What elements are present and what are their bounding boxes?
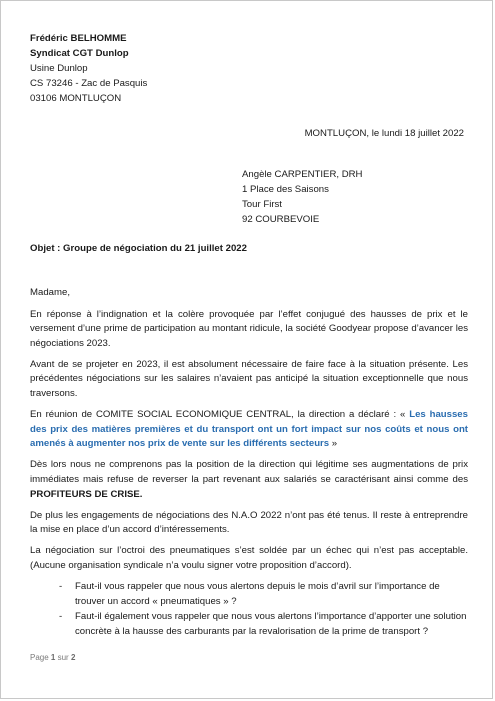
salutation: Madame, (30, 287, 70, 298)
recipient-block (242, 167, 363, 227)
page-word: Page (30, 653, 49, 662)
letter-date: MONTLUÇON, le lundi 18 juillet 2022 (304, 128, 464, 139)
sender-address: CS 73246 - Zac de Pasquis (30, 78, 148, 89)
paragraph-2: Avant de se projeter en 2023, il est absolument nécessaire de faire face à la situation présente. Les précédentes négociations sur les salaires n’avaient pas anticipé la situation exceptionnelle que nous traversons. (30, 358, 468, 400)
list-item (59, 610, 468, 639)
paragraph-4-lead: Dès lors nous ne comprenons pas la position de la direction qui légitime ses augmentations de prix immédiates mais refuse de reverser la part revenant aux salariés se caractérisant ainsi comme des (30, 459, 468, 486)
paragraph-3-lead: En réunion de COMITE SOCIAL ECONOMIQUE CENTRAL, la direction a déclaré : « (30, 409, 410, 421)
sender-block (30, 31, 147, 106)
page-sur: sur (57, 653, 69, 662)
recipient-building: Tour First (242, 199, 282, 210)
paragraph-3-end: » (329, 438, 338, 450)
recipient-street: 1 Place des Saisons (242, 184, 329, 195)
bullet-marker: - (59, 611, 63, 623)
letter-subject: Objet : Groupe de négociation du 21 juillet 2022 (30, 243, 247, 254)
list-item-text: Faut-il vous rappeler que nous vous alertons depuis le mois d’avril sur l’importance de trouver un accord « pneumatiques » ? (75, 581, 440, 607)
sender-org: Syndicat CGT Dunlop (30, 48, 129, 59)
page-total: 2 (70, 653, 76, 662)
list-item (59, 580, 468, 609)
paragraph-3 (30, 408, 468, 452)
paragraph-5: De plus les engagements de négociations des N.A.O 2022 n’ont pas été tenus. Il reste à entreprendre la mise en place d’un accord d’intéressements. (30, 509, 468, 536)
bullet-list (30, 580, 468, 639)
letter-body (30, 286, 468, 640)
bullet-marker: - (59, 581, 63, 593)
crisis-profiteers: PROFITEURS DE CRISE. (30, 488, 143, 500)
paragraph-1: En réponse à l’indignation et la colère provoquée par l’effet conjugué des hausses de prix et le versement d’une prime de participation au montant ridicule, la société Goodyear propose d’avancer les négociations 2023. (30, 308, 468, 349)
sender-name: Frédéric BELHOMME (30, 33, 127, 44)
paragraph-6: La négociation sur l’octroi des pneumatiques s’est soldée par un échec qui n’est pas acceptable. (Aucune organisation syndicale n’a voulu signer votre proposition d’accord). (30, 545, 468, 571)
page-number: 1 (50, 653, 56, 662)
recipient-city: 92 COURBEVOIE (242, 214, 320, 225)
list-item-text: Faut-il également vous rappeler que nous vous alertons l’importance d’apporter une solution concrète à la hausse des carburants par la revalorisation de la prime de transport ? (75, 611, 467, 637)
recipient-name: Angèle CARPENTIER, DRH (242, 169, 363, 180)
paragraph-4 (30, 458, 468, 502)
sender-city: 03106 MONTLUÇON (30, 93, 122, 104)
management-quote: Les hausses des prix des matières premières et du transport ont un fort impact sur nos coûts et nous ont amenés à augmenter nos prix de vente sur les différents secteurs (30, 409, 468, 450)
page-footer (30, 653, 75, 662)
sender-site: Usine Dunlop (30, 63, 88, 74)
